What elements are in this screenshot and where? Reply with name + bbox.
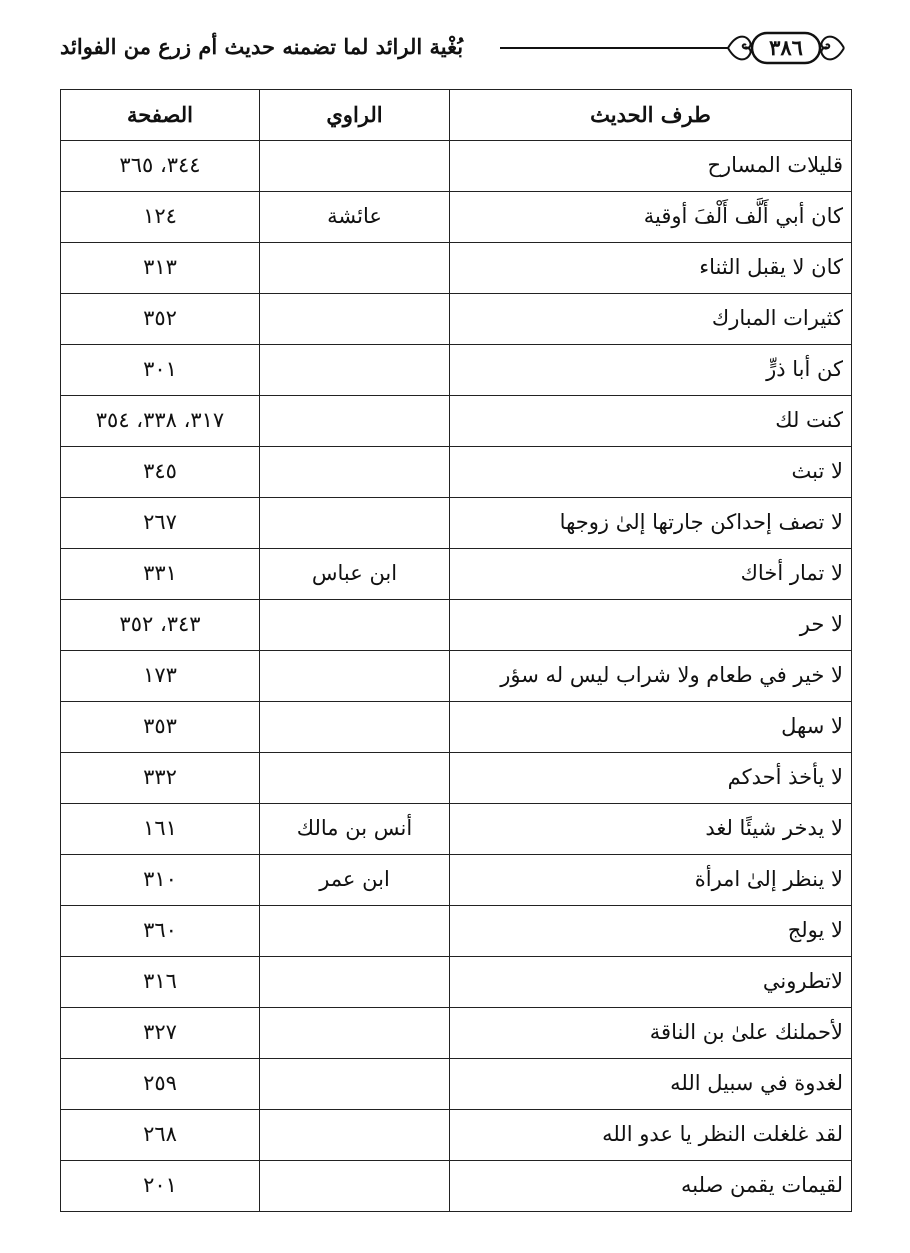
hadith-cell: لا خير في طعام ولا شراب ليس له سؤر — [450, 651, 852, 702]
narrator-cell — [260, 294, 450, 345]
hadith-cell: لا ينظر إلىٰ امرأة — [450, 855, 852, 906]
page-number: ٣٨٦ — [769, 35, 803, 60]
narrator-cell: أنس بن مالك — [260, 804, 450, 855]
hadith-cell: كثيرات المبارك — [450, 294, 852, 345]
table-row — [61, 1008, 852, 1059]
pages-cell: ٣٠١ — [61, 345, 260, 396]
table-header-row — [61, 90, 852, 141]
narrator-cell — [260, 447, 450, 498]
table-row — [61, 294, 852, 345]
pages-cell: ٣٥٢ — [61, 294, 260, 345]
hadith-cell: لا تبث — [450, 447, 852, 498]
narrator-cell: ابن عباس — [260, 549, 450, 600]
narrator-cell — [260, 498, 450, 549]
pages-cell: ٣١٧، ٣٣٨، ٣٥٤ — [61, 396, 260, 447]
pages-cell: ٣٣١ — [61, 549, 260, 600]
narrator-cell — [260, 1110, 450, 1161]
hadith-cell: لا تمار أخاك — [450, 549, 852, 600]
table-row — [61, 243, 852, 294]
hadith-index-table — [60, 89, 852, 1212]
table-row — [61, 702, 852, 753]
table-row — [61, 549, 852, 600]
narrator-cell — [260, 243, 450, 294]
page-number-ornament — [722, 28, 850, 68]
narrator-cell — [260, 651, 450, 702]
pages-cell: ١٧٣ — [61, 651, 260, 702]
pages-cell: ٢٠١ — [61, 1161, 260, 1212]
pages-cell: ٣٦٠ — [61, 906, 260, 957]
table-row — [61, 498, 852, 549]
narrator-cell — [260, 906, 450, 957]
pages-cell: ٣٥٣ — [61, 702, 260, 753]
table-row — [61, 396, 852, 447]
pages-cell: ٢٦٧ — [61, 498, 260, 549]
pages-cell: ٣٣٢ — [61, 753, 260, 804]
table-row — [61, 345, 852, 396]
hadith-cell: لا يولج — [450, 906, 852, 957]
table-row — [61, 1059, 852, 1110]
page-header — [60, 22, 850, 74]
narrator-cell: ابن عمر — [260, 855, 450, 906]
narrator-cell — [260, 1008, 450, 1059]
table-row — [61, 447, 852, 498]
pages-cell: ٣٤٥ — [61, 447, 260, 498]
pages-cell: ٣٤٣، ٣٥٢ — [61, 600, 260, 651]
table-row — [61, 651, 852, 702]
hadith-cell: لقد غلغلت النظر يا عدو الله — [450, 1110, 852, 1161]
narrator-cell — [260, 753, 450, 804]
pages-cell: ١٢٤ — [61, 192, 260, 243]
table-row — [61, 753, 852, 804]
hadith-cell: لقيمات يقمن صلبه — [450, 1161, 852, 1212]
hadith-cell: لا يدخر شيئًا لغد — [450, 804, 852, 855]
hadith-cell: لا تصف إحداكن جارتها إلىٰ زوجها — [450, 498, 852, 549]
table-row — [61, 141, 852, 192]
column-header-narrator: الراوي — [260, 90, 450, 141]
table-row — [61, 1161, 852, 1212]
pages-cell: ٣١٠ — [61, 855, 260, 906]
pages-cell: ٣١٦ — [61, 957, 260, 1008]
hadith-cell: لا يأخذ أحدكم — [450, 753, 852, 804]
hadith-cell: قليلات المسارح — [450, 141, 852, 192]
narrator-cell: عائشة — [260, 192, 450, 243]
table-row — [61, 957, 852, 1008]
hadith-cell: لأحملنك علىٰ بن الناقة — [450, 1008, 852, 1059]
hadith-cell: كان أبي أَلَّف أَلْفَ أوقية — [450, 192, 852, 243]
pages-cell: ٣٤٤، ٣٦٥ — [61, 141, 260, 192]
pages-cell: ٢٦٨ — [61, 1110, 260, 1161]
narrator-cell — [260, 1059, 450, 1110]
hadith-cell: كنت لك — [450, 396, 852, 447]
hadith-cell: لا سهل — [450, 702, 852, 753]
hadith-cell: لاتطروني — [450, 957, 852, 1008]
table-row — [61, 192, 852, 243]
column-header-hadith: طرف الحديث — [450, 90, 852, 141]
hadith-cell: كن أبا ذرٍّ — [450, 345, 852, 396]
pages-cell: ٣١٣ — [61, 243, 260, 294]
narrator-cell — [260, 702, 450, 753]
hadith-cell: لا حر — [450, 600, 852, 651]
hadith-cell: كان لا يقبل الثناء — [450, 243, 852, 294]
table-row — [61, 855, 852, 906]
table-row — [61, 804, 852, 855]
narrator-cell — [260, 957, 450, 1008]
header-rule — [500, 47, 722, 49]
hadith-cell: لغدوة في سبيل الله — [450, 1059, 852, 1110]
narrator-cell — [260, 600, 450, 651]
book-title: بُغْية الرائد لما تضمنه حديث أم زرع من الفوائد — [60, 34, 464, 59]
pages-cell: ٣٢٧ — [61, 1008, 260, 1059]
table-row — [61, 906, 852, 957]
narrator-cell — [260, 345, 450, 396]
table-row — [61, 1110, 852, 1161]
pages-cell: ١٦١ — [61, 804, 260, 855]
table-row — [61, 600, 852, 651]
narrator-cell — [260, 141, 450, 192]
narrator-cell — [260, 1161, 450, 1212]
column-header-pages: الصفحة — [61, 90, 260, 141]
narrator-cell — [260, 396, 450, 447]
pages-cell: ٢٥٩ — [61, 1059, 260, 1110]
